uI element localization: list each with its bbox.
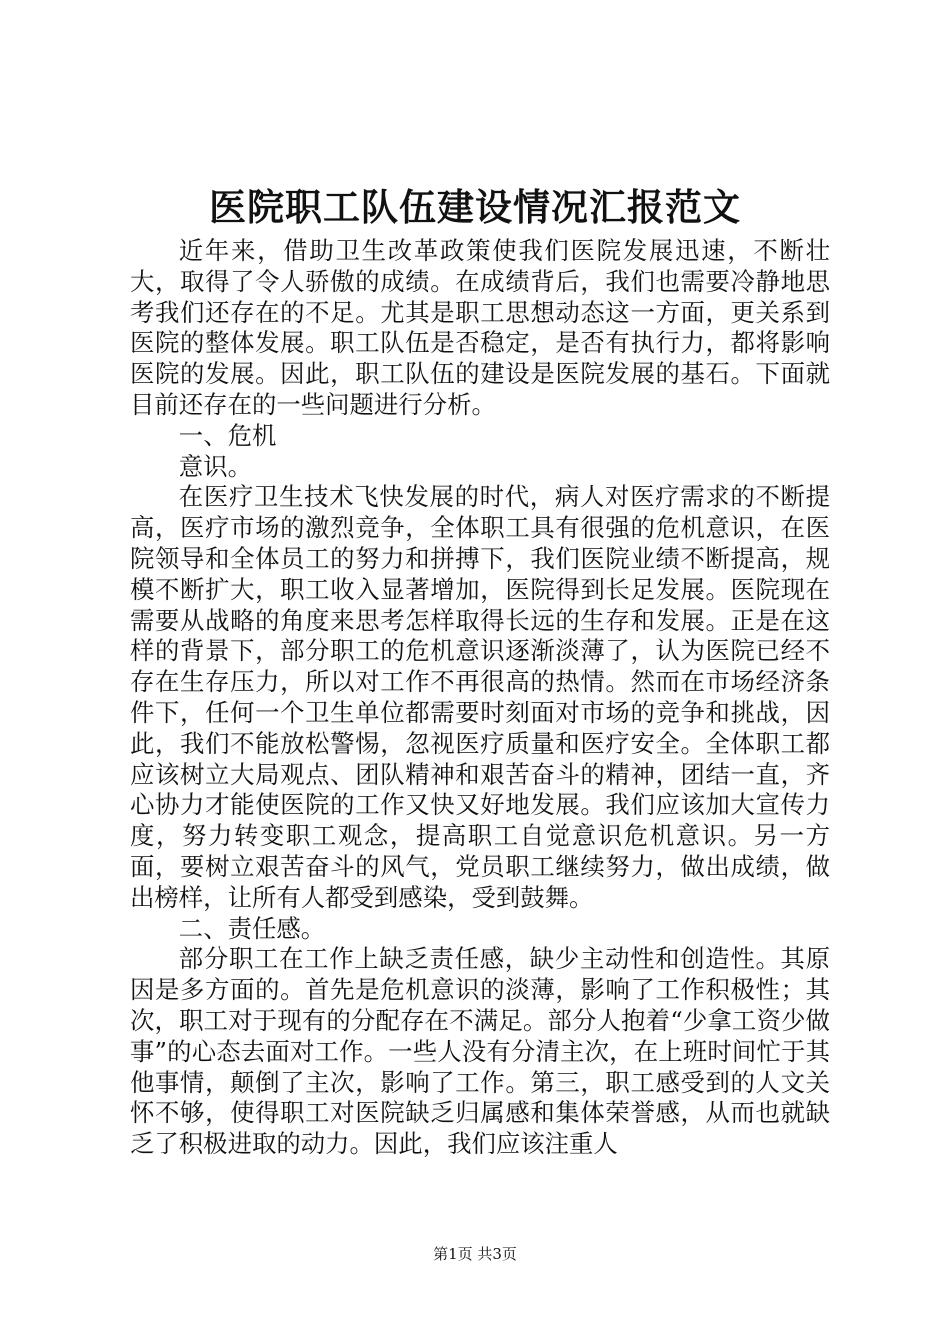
paragraph-responsibility: 部分职工在工作上缺乏责任感，缺少主动性和创造性。其原因是多方面的。首先是危机意识的淡薄，影响了工作积极性；其次，职工对于现有的分配存在不满足。部分人抱着“少拿工资少做事”的心态去面对工作。一些人没有分清主次，在上班时间忙于其他事情，颠倒了主次，影响了工作。第三，职工感受到的人文关怀不够，使得职工对医院缺乏归属感和集体荣誉感，从而也就缺乏了积极进取的动力。因此，我们应该注重人 [130,944,830,1159]
section-heading-crisis-cont: 意识。 [178,451,252,481]
page-footer: 第1页 共3页 [433,1245,517,1263]
section-heading-crisis: 一、危机 [178,420,277,450]
section-heading-responsibility: 二、责任感。 [178,913,326,943]
document-body [130,236,830,1160]
paragraph-intro: 近年来，借助卫生改革政策使我们医院发展迅速，不断壮大，取得了令人骄傲的成绩。在成绩背后，我们也需要冷静地思考我们还存在的不足。尤其是职工思想动态这一方面，更关系到医院的整体发展。职工队伍是否稳定，是否有执行力，都将影响医院的发展。因此，职工队伍的建设是医院发展的基石。下面就目前还存在的一些问题进行分析。 [130,236,830,419]
document-title: 医院职工队伍建设情况汇报范文 [209,185,741,229]
paragraph-crisis: 在医疗卫生技术飞快发展的时代，病人对医疗需求的不断提高，医疗市场的激烈竞争，全体职工具有很强的危机意识，在医院领导和全体员工的努力和拼搏下，我们医院业绩不断提高，规模不断扩大，职工收入显著增加，医院得到长足发展。医院现在需要从战略的角度来思考怎样取得长远的生存和发展。正是在这样的背景下，部分职工的危机意识逐渐淡薄了，认为医院已经不存在生存压力，所以对工作不再很高的热情。然而在市场经济条件下，任何一个卫生单位都需要时刻面对市场的竞争和挑战，因此，我们不能放松警惕，忽视医疗质量和医疗安全。全体职工都应该树立大局观点、团队精神和艰苦奋斗的精神，团结一直，齐心协力才能使医院的工作又快又好地发展。我们应该加大宣传力度，努力转变职工观念，提高职工自觉意识危机意识。另一方面，要树立艰苦奋斗的风气，党员职工继续努力，做出成绩，做出榜样，让所有人都受到感染，受到鼓舞。 [130,482,830,912]
